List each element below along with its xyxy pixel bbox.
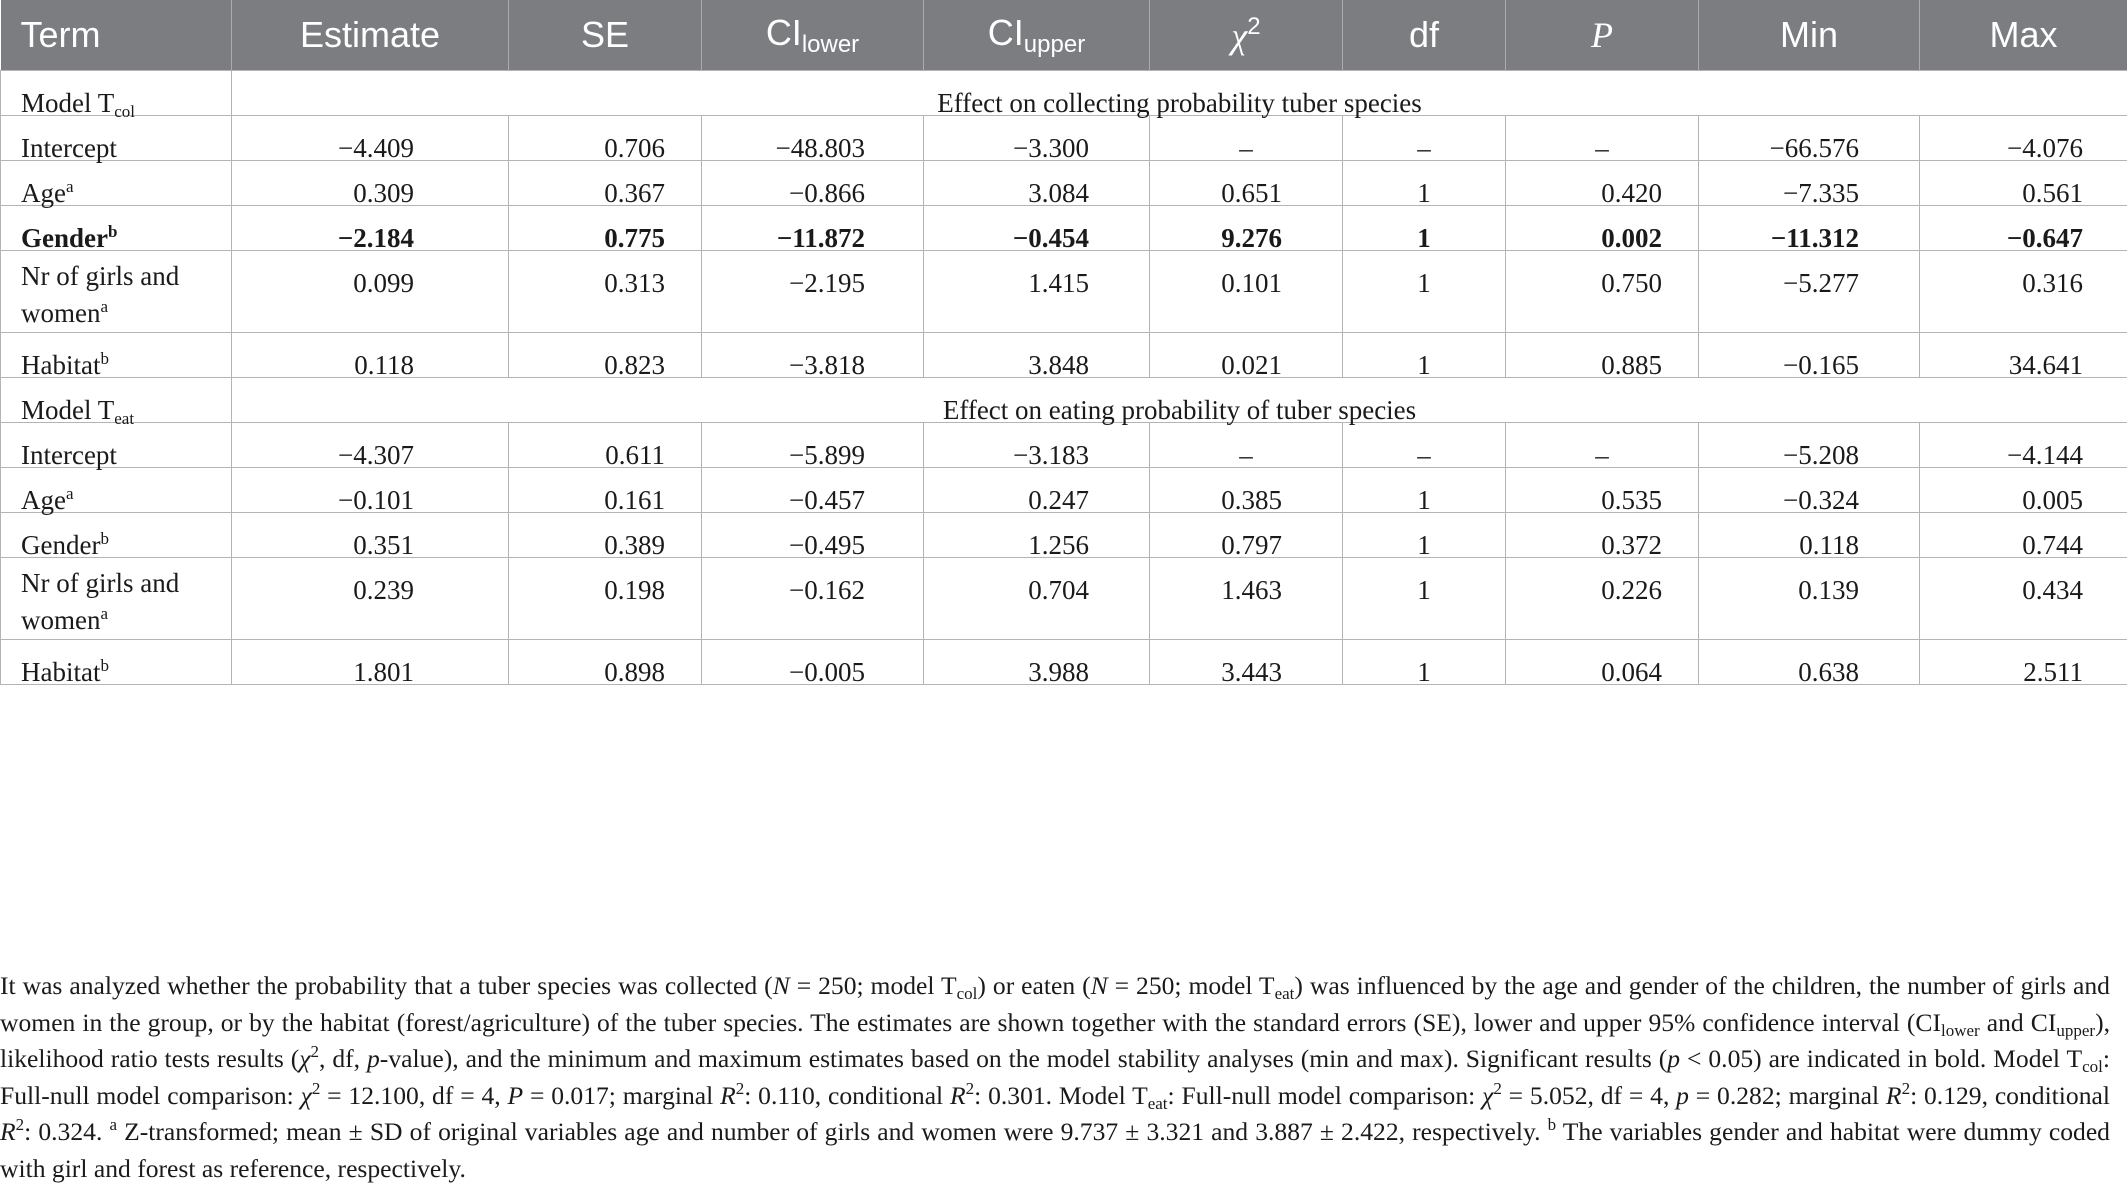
footnote-italic: R	[1885, 1080, 1902, 1110]
cell-estimate: 1.801	[232, 640, 509, 685]
table-row	[1, 116, 2127, 161]
cell-se: 0.775	[509, 206, 702, 251]
header-chi-symbol: χ	[1231, 16, 1248, 56]
footnote-text: , df,	[319, 1044, 367, 1074]
footnote-text: ) or eaten (	[977, 971, 1091, 1000]
cell-ci-upper: −3.300	[924, 116, 1150, 161]
cell-max: 2.511	[1920, 640, 2127, 685]
cell-chi-squared: 0.385	[1150, 468, 1343, 513]
cell-p: 0.226	[1506, 558, 1699, 640]
cell-se: 0.161	[509, 468, 702, 513]
cell-ci-lower: −0.005	[702, 640, 924, 685]
cell-p: 0.064	[1506, 640, 1699, 685]
cell-ci-upper: 3.988	[924, 640, 1150, 685]
cell-max: 0.561	[1920, 161, 2127, 206]
cell-estimate: −4.307	[232, 423, 509, 468]
cell-estimate: 0.309	[232, 161, 509, 206]
cell-df: 1	[1343, 161, 1506, 206]
cell-estimate: 0.118	[232, 333, 509, 378]
row-term-text: Gender	[21, 530, 101, 560]
row-term-text: Age	[21, 178, 66, 208]
cell-chi-squared: –	[1150, 116, 1343, 161]
footnote-italic: p	[1676, 1080, 1689, 1110]
header-ci-lower	[702, 0, 924, 71]
cell-ci-upper: −3.183	[924, 423, 1150, 468]
cell-se: 0.389	[509, 513, 702, 558]
row-term-text: Intercept	[21, 440, 117, 470]
footnote-text: Z-transformed; mean ± SD of original variables age and number of girls and women were 9.737 ± 3.321 and 3.887 ± 2.422, respectively.	[117, 1117, 1548, 1147]
header-estimate: Estimate	[232, 0, 509, 71]
cell-chi-squared: 0.101	[1150, 251, 1343, 333]
table-row	[1, 161, 2127, 206]
cell-estimate: 0.351	[232, 513, 509, 558]
cell-max: 0.434	[1920, 558, 2127, 640]
cell-ci-lower: −5.899	[702, 423, 924, 468]
cell-estimate: 0.099	[232, 251, 509, 333]
row-term	[1, 333, 232, 378]
header-p	[1506, 0, 1699, 71]
cell-min: −5.208	[1699, 423, 1920, 468]
table-row	[1, 423, 2127, 468]
cell-df: 1	[1343, 558, 1506, 640]
row-term-footnote-marker: a	[100, 297, 109, 316]
row-term	[1, 116, 232, 161]
footnote-sup: 2	[311, 1078, 321, 1098]
cell-se: 0.313	[509, 251, 702, 333]
row-term-text-line2: women	[21, 605, 101, 635]
cell-chi-squared: 0.021	[1150, 333, 1343, 378]
footnote-sup: 2	[735, 1078, 745, 1098]
cell-max: 0.316	[1920, 251, 2127, 333]
model-effect-description: Effect on collecting probability tuber species	[232, 71, 2127, 116]
header-max: Max	[1920, 0, 2127, 71]
cell-p: 0.420	[1506, 161, 1699, 206]
footnote-sub: eat	[1274, 984, 1295, 1003]
table-row	[1, 513, 2127, 558]
footnote-text: -value), and the minimum and maximum estimates based on the model stability analyses (min and max). Significant results (	[379, 1044, 1668, 1074]
table-footnote	[0, 968, 2110, 1188]
row-term-text-line2: women	[21, 298, 101, 328]
row-term-text: Intercept	[21, 133, 117, 163]
cell-p: 0.535	[1506, 468, 1699, 513]
cell-ci-lower: −3.818	[702, 333, 924, 378]
cell-ci-lower: −0.457	[702, 468, 924, 513]
footnote-text: : Full-null model comparison:	[0, 1044, 2111, 1110]
footnote-sup: 2	[15, 1115, 25, 1135]
cell-min: −0.324	[1699, 468, 1920, 513]
table-row	[1, 640, 2127, 685]
row-term-footnote-marker: b	[100, 656, 109, 675]
cell-se: 0.611	[509, 423, 702, 468]
cell-min: −5.277	[1699, 251, 1920, 333]
table-row	[1, 468, 2127, 513]
row-term-text: Gender	[21, 223, 108, 253]
footnote-text: = 0.017; marginal	[523, 1080, 721, 1110]
cell-se: 0.367	[509, 161, 702, 206]
cell-chi-squared: 1.463	[1150, 558, 1343, 640]
row-term-text: Habitat	[21, 350, 101, 380]
cell-p: 0.885	[1506, 333, 1699, 378]
footnote-text: = 250; model T	[1107, 971, 1275, 1000]
cell-df: 1	[1343, 468, 1506, 513]
footnote-text: : 0.324.	[24, 1117, 110, 1147]
row-term	[1, 251, 232, 333]
cell-df: 1	[1343, 513, 1506, 558]
cell-p: 0.372	[1506, 513, 1699, 558]
cell-chi-squared: –	[1150, 423, 1343, 468]
cell-df: –	[1343, 116, 1506, 161]
cell-chi-squared: 3.443	[1150, 640, 1343, 685]
header-chi-sup: 2	[1247, 13, 1261, 40]
cell-ci-lower: −11.872	[702, 206, 924, 251]
footnote-text: It was analyzed whether the probability that a tuber species was collected (	[0, 971, 773, 1000]
model-effect-description: Effect on eating probability of tuber species	[232, 378, 2127, 423]
footnote-text: : 0.301. Model T	[974, 1080, 1148, 1110]
footnote-sub: eat	[1147, 1093, 1168, 1113]
cell-p: –	[1506, 423, 1699, 468]
footnote-text: : Full-null model comparison:	[1167, 1080, 1483, 1110]
footnote-italic: p	[1667, 1044, 1681, 1074]
header-df: df	[1343, 0, 1506, 71]
cell-estimate: −0.101	[232, 468, 509, 513]
cell-df: 1	[1343, 206, 1506, 251]
row-term	[1, 161, 232, 206]
footnote-text: ) was influenced by the age and gender of the children, the number of girls and women in the group, or by the habitat (forest/agriculture) of the tuber species. The estimates are shown together with the standard errors (SE), lower and upper 95% confidence interval (CI	[0, 971, 2110, 1037]
row-term	[1, 513, 232, 558]
cell-min: −11.312	[1699, 206, 1920, 251]
cell-ci-lower: −0.162	[702, 558, 924, 640]
header-ci-lower-main: CI	[765, 11, 802, 53]
footnote-sup: 2	[1493, 1078, 1502, 1098]
model-label-text: Model T	[21, 395, 115, 425]
footnote-sup: a	[109, 1115, 117, 1135]
footnote-italic: R	[950, 1080, 966, 1110]
cell-max: −4.076	[1920, 116, 2127, 161]
cell-df: 1	[1343, 251, 1506, 333]
cell-ci-lower: −0.866	[702, 161, 924, 206]
row-term	[1, 468, 232, 513]
footnote-sub: lower	[1941, 1020, 1980, 1040]
footnote-italic: R	[720, 1080, 736, 1110]
row-term-text: Nr of girls and	[21, 568, 180, 598]
header-min: Min	[1699, 0, 1920, 71]
footnote-italic: χ	[300, 1080, 312, 1110]
cell-min: −0.165	[1699, 333, 1920, 378]
header-se: SE	[509, 0, 702, 71]
cell-chi-squared: 0.651	[1150, 161, 1343, 206]
table-row	[1, 558, 2127, 640]
cell-se: 0.898	[509, 640, 702, 685]
header-ci-upper	[924, 0, 1150, 71]
cell-ci-upper: 0.247	[924, 468, 1150, 513]
footnote-text: = 0.282; marginal	[1688, 1080, 1886, 1110]
cell-se: 0.198	[509, 558, 702, 640]
header-row	[1, 0, 2127, 71]
cell-ci-upper: 3.848	[924, 333, 1150, 378]
header-ci-upper-main: CI	[987, 11, 1024, 53]
row-term-text: Habitat	[21, 657, 101, 687]
cell-ci-upper: 1.415	[924, 251, 1150, 333]
table-row	[1, 251, 2127, 333]
cell-chi-squared: 0.797	[1150, 513, 1343, 558]
cell-ci-lower: −2.195	[702, 251, 924, 333]
row-term-footnote-marker: b	[100, 349, 109, 368]
cell-estimate: −2.184	[232, 206, 509, 251]
cell-estimate: 0.239	[232, 558, 509, 640]
footnote-text: : 0.110, conditional	[744, 1080, 950, 1110]
cell-ci-lower: −0.495	[702, 513, 924, 558]
cell-se: 0.823	[509, 333, 702, 378]
row-term-footnote-marker: a	[65, 177, 74, 196]
cell-df: –	[1343, 423, 1506, 468]
row-term-footnote-marker: b	[100, 529, 109, 548]
cell-max: 34.641	[1920, 333, 2127, 378]
footnote-sub: upper	[2056, 1020, 2096, 1040]
row-term-footnote-marker: a	[100, 604, 109, 623]
footnote-text: : 0.129, conditional	[1910, 1080, 2110, 1110]
footnote-text: The variables gender and habitat were dummy coded with girl and forest as reference, respectively.	[0, 1117, 2110, 1183]
model-label-sub: col	[114, 102, 136, 121]
footnote-sub: col	[2082, 1057, 2103, 1077]
cell-max: 0.005	[1920, 468, 2127, 513]
cell-df: 1	[1343, 333, 1506, 378]
footnote-italic: N	[1090, 971, 1108, 1000]
cell-min: 0.139	[1699, 558, 1920, 640]
row-term-text: Nr of girls and	[21, 261, 180, 291]
model-label	[1, 378, 232, 428]
cell-max: −4.144	[1920, 423, 2127, 468]
cell-min: 0.638	[1699, 640, 1920, 685]
cell-max: 0.744	[1920, 513, 2127, 558]
row-term	[1, 558, 232, 640]
cell-ci-upper: 3.084	[924, 161, 1150, 206]
row-term-footnote-marker: b	[108, 222, 118, 241]
cell-ci-lower: −48.803	[702, 116, 924, 161]
footnote-text: = 5.052, df = 4,	[1501, 1080, 1677, 1110]
table-row	[1, 333, 2127, 378]
footnote-text: = 250; model T	[789, 971, 957, 1000]
footnote-italic: R	[0, 1117, 16, 1147]
header-chi-squared	[1150, 0, 1343, 71]
footnote-italic: N	[772, 971, 790, 1000]
footnote-sup: 2	[1901, 1078, 1911, 1098]
row-term	[1, 423, 232, 468]
table-row	[1, 206, 2127, 251]
header-ci-upper-sub: upper	[1023, 30, 1086, 58]
model-label-sub: eat	[114, 409, 135, 428]
cell-ci-upper: −0.454	[924, 206, 1150, 251]
cell-max: −0.647	[1920, 206, 2127, 251]
cell-chi-squared: 9.276	[1150, 206, 1343, 251]
cell-p: 0.002	[1506, 206, 1699, 251]
model-label-text: Model T	[21, 88, 115, 118]
cell-min: −66.576	[1699, 116, 1920, 161]
cell-min: 0.118	[1699, 513, 1920, 558]
cell-ci-upper: 1.256	[924, 513, 1150, 558]
cell-ci-upper: 0.704	[924, 558, 1150, 640]
footnote-sup: 2	[965, 1078, 975, 1098]
model-label	[1, 71, 232, 121]
cell-se: 0.706	[509, 116, 702, 161]
row-term	[1, 640, 232, 685]
table-body	[1, 71, 2127, 685]
model-header-row	[1, 378, 2127, 423]
footnote-italic: P	[507, 1080, 524, 1110]
row-term-footnote-marker: a	[65, 484, 74, 503]
cell-p: –	[1506, 116, 1699, 161]
header-p-text: P	[1591, 15, 1613, 55]
footnote-text: and CI	[1979, 1007, 2057, 1037]
footnote-italic: χ	[1482, 1080, 1494, 1110]
row-term-text: Age	[21, 485, 66, 515]
footnote-italic: χ	[299, 1044, 311, 1074]
footnote-sup: b	[1547, 1115, 1557, 1135]
cell-p: 0.750	[1506, 251, 1699, 333]
cell-min: −7.335	[1699, 161, 1920, 206]
cell-estimate: −4.409	[232, 116, 509, 161]
footnote-text: ), likelihood ratio tests results (	[0, 1007, 2110, 1074]
footnote-italic: p	[367, 1044, 380, 1074]
header-term: Term	[1, 0, 232, 71]
footnote-text: = 12.100, df = 4,	[320, 1080, 508, 1110]
cell-df: 1	[1343, 640, 1506, 685]
footnote-text: < 0.05) are indicated in bold. Model T	[1680, 1044, 2083, 1074]
model-header-row	[1, 71, 2127, 116]
row-term	[1, 206, 232, 251]
footnote-sub: col	[956, 984, 978, 1003]
header-ci-lower-sub: lower	[801, 30, 860, 58]
footnote-sup: 2	[310, 1042, 320, 1062]
